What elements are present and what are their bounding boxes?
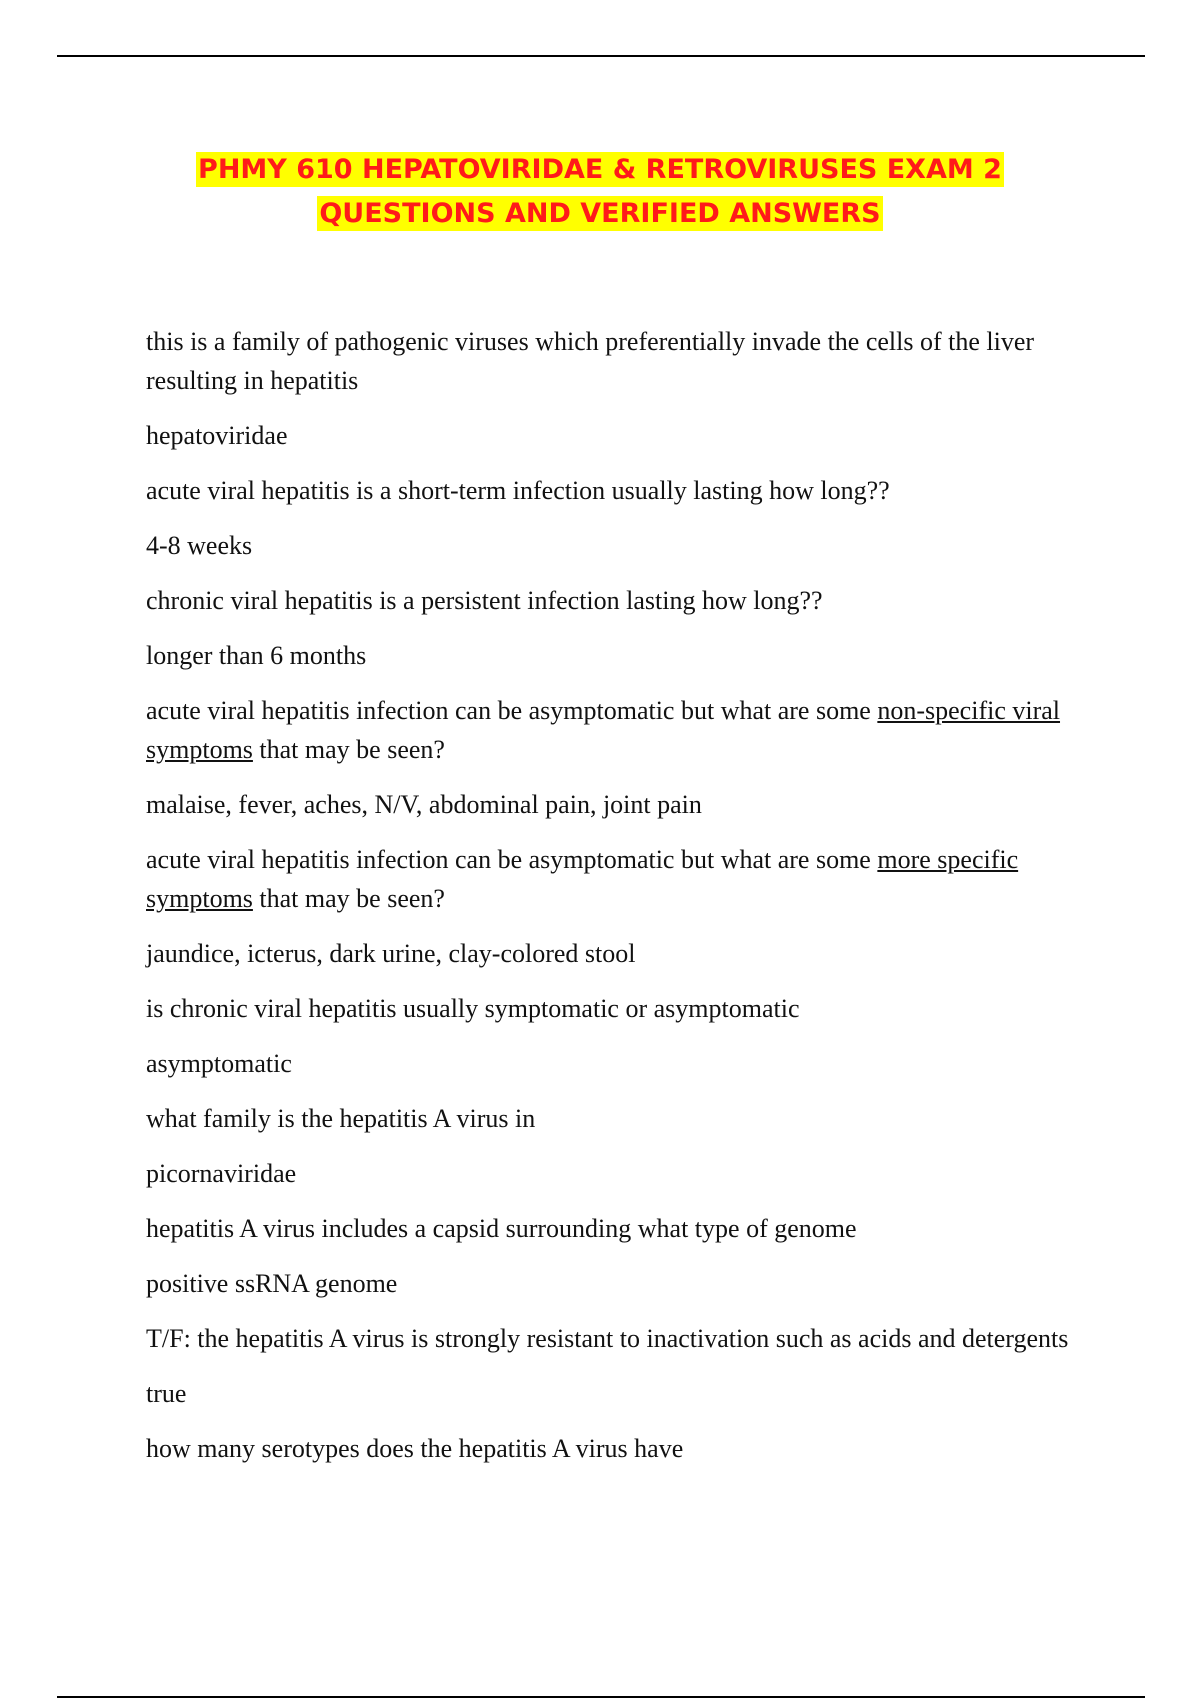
top-rule — [57, 55, 1145, 57]
question: is chronic viral hepatitis usually symptomatic or asymptomatic — [146, 994, 800, 1023]
answer: picornaviridae — [146, 1159, 297, 1188]
document-title — [0, 148, 1200, 236]
answer: jaundice, icterus, dark urine, clay-colored stool — [146, 939, 636, 968]
question-text: acute viral hepatitis infection can be asymptomatic but what are some — [146, 696, 878, 725]
bottom-rule — [57, 1696, 1145, 1698]
underlined-phrase: non-specific viral symptoms — [146, 696, 1061, 764]
question: this is a family of pathogenic viruses which preferentially invade the cells of the liver resulting in hepatitis — [146, 327, 1035, 395]
answer: longer than 6 months — [146, 641, 367, 670]
answer: 4-8 weeks — [146, 531, 253, 560]
title-line-1: PHMY 610 HEPATOVIRIDAE & RETROVIRUSES EXAM 2 — [198, 154, 1002, 185]
question — [146, 840, 1076, 918]
answer: positive ssRNA genome — [146, 1269, 398, 1298]
question — [146, 691, 1076, 769]
question-text: acute viral hepatitis infection can be asymptomatic but what are some — [146, 845, 878, 874]
answer: hepatoviridae — [146, 421, 288, 450]
question: chronic viral hepatitis is a persistent infection lasting how long?? — [146, 586, 823, 615]
question: T/F: the hepatitis A virus is strongly resistant to inactivation such as acids and detergents — [146, 1324, 1069, 1353]
question: acute viral hepatitis is a short-term infection usually lasting how long?? — [146, 476, 890, 505]
title-line-2: QUESTIONS AND VERIFIED ANSWERS — [319, 198, 881, 229]
question: what family is the hepatitis A virus in — [146, 1104, 536, 1133]
qa-list — [146, 322, 1076, 1484]
answer: asymptomatic — [146, 1049, 292, 1078]
answer: malaise, fever, aches, N/V, abdominal pain, joint pain — [146, 790, 702, 819]
question-text: that may be seen? — [252, 735, 445, 764]
question: how many serotypes does the hepatitis A virus have — [146, 1434, 684, 1463]
question-text: that may be seen? — [252, 884, 445, 913]
answer: true — [146, 1379, 187, 1408]
underlined-phrase: more specific symptoms — [146, 845, 1019, 913]
question: hepatitis A virus includes a capsid surrounding what type of genome — [146, 1214, 857, 1243]
